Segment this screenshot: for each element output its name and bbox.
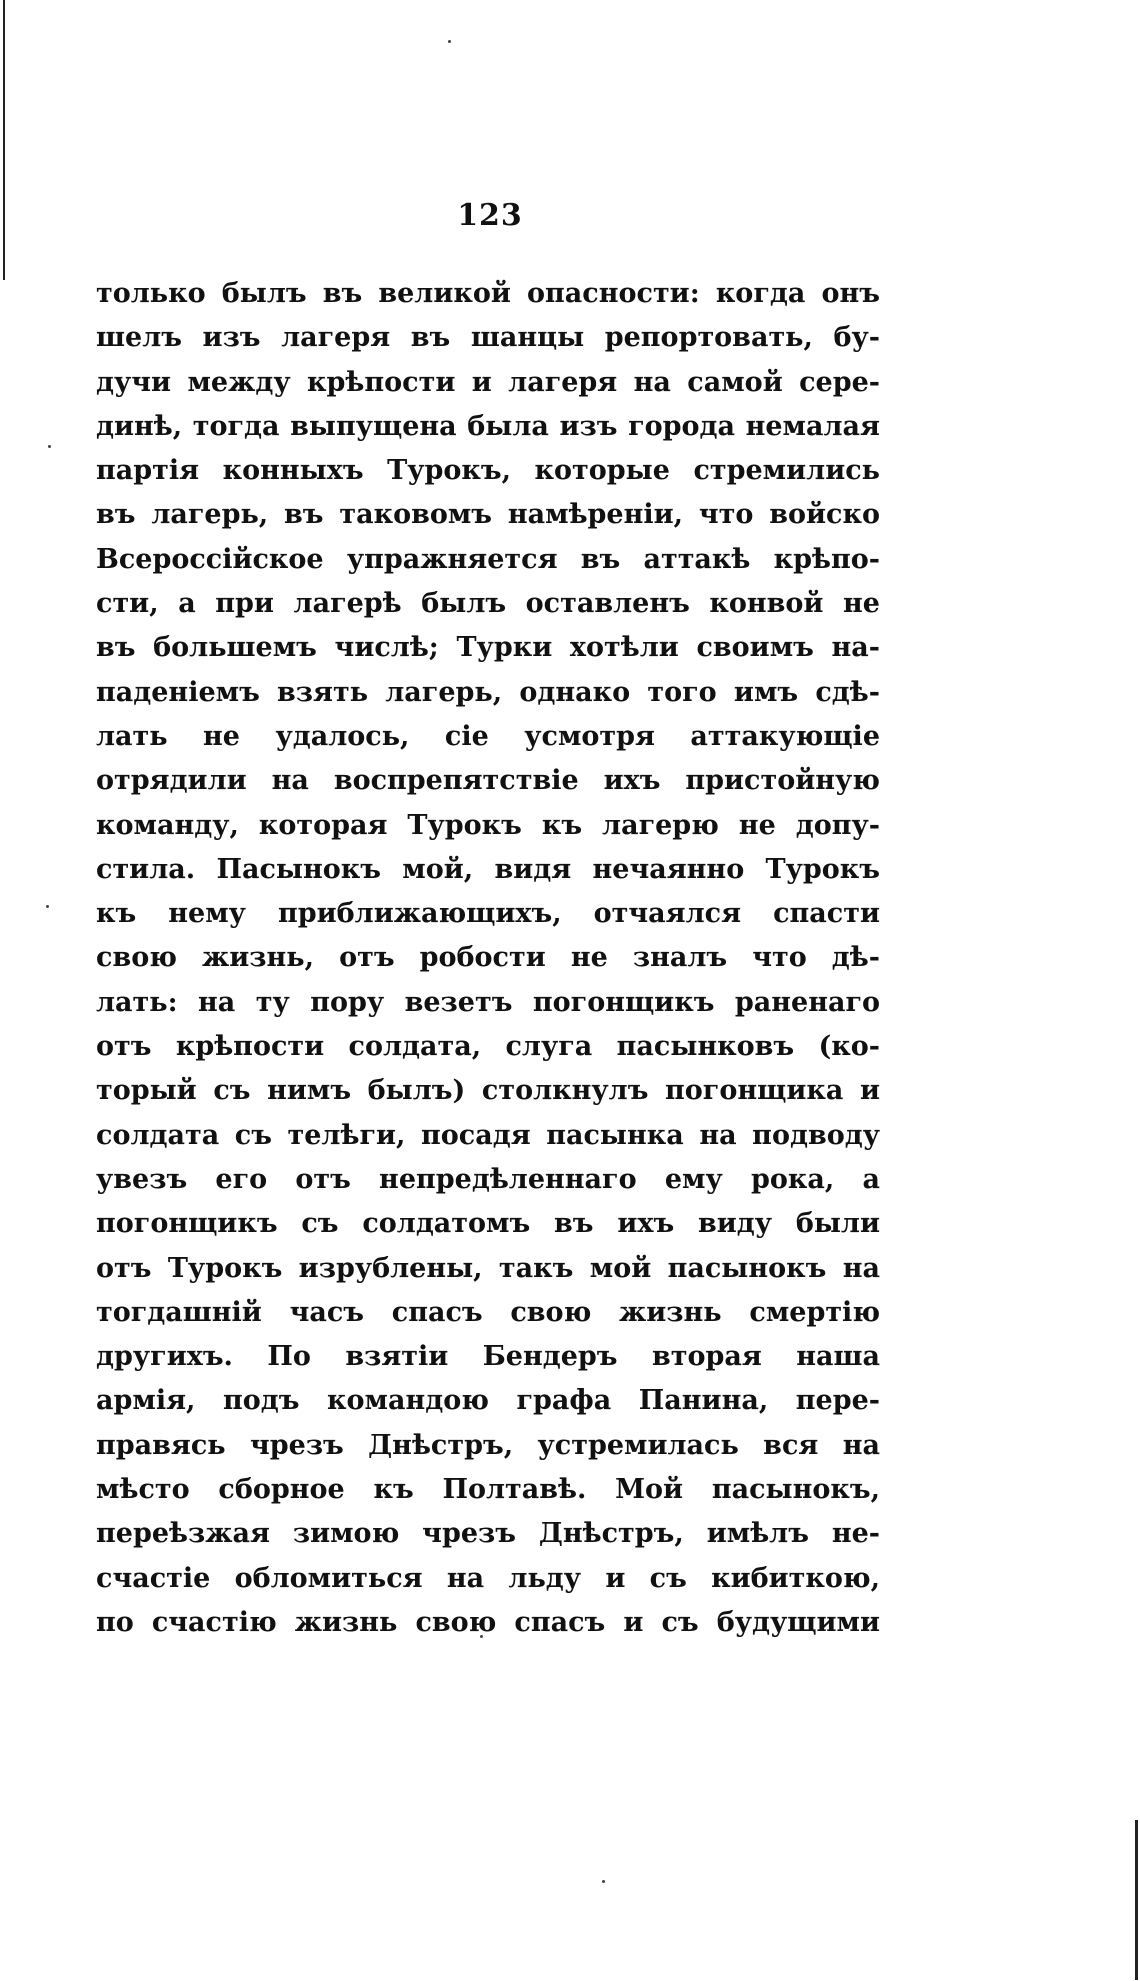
page-edge-line-right bbox=[1135, 1820, 1138, 1980]
text-line: другихъ. По взятіи Бендеръ вторая наша bbox=[96, 1341, 880, 1373]
text-line: партія конныхъ Турокъ, которые стремились bbox=[96, 455, 880, 487]
text-line: по счастію жизнь свою спасъ и съ будущими bbox=[96, 1606, 880, 1638]
body-text bbox=[96, 272, 880, 1645]
text-line: солдата съ телѣги, посадя пасынка на подводу bbox=[96, 1119, 880, 1151]
page-edge-line bbox=[3, 0, 5, 280]
text-line: отъ крѣпости солдата, слуга пасынковъ (ко- bbox=[96, 1031, 880, 1063]
text-line: торый съ нимъ былъ) столкнулъ погонщика и bbox=[96, 1075, 880, 1107]
text-line: дучи между крѣпости и лагеря на самой сере- bbox=[96, 366, 880, 398]
text-line: только былъ въ великой опасности: когда онъ bbox=[96, 278, 880, 309]
text-line: погонщикъ съ солдатомъ въ ихъ виду были bbox=[96, 1208, 880, 1240]
text-line: шелъ изъ лагеря въ шанцы репортовать, бу- bbox=[96, 322, 880, 354]
text-line: паденіемъ взять лагерь, однако того имъ сдѣ- bbox=[96, 676, 880, 708]
scan-speck bbox=[602, 1880, 605, 1883]
text-line: армія, подъ командою графа Панина, пере- bbox=[96, 1385, 880, 1417]
text-line: въ лагерь, въ таковомъ намѣреніи, что войско bbox=[96, 499, 880, 531]
text-line: въ большемъ числѣ; Турки хотѣли своимъ на- bbox=[96, 632, 880, 664]
text-line: тогдашній часъ спасъ свою жизнь смертію bbox=[96, 1296, 880, 1328]
text-line: стила. Пасынокъ мой, видя нечаянно Турокъ bbox=[96, 853, 880, 885]
scan-speck bbox=[48, 445, 51, 448]
text-line: лать: на ту пору везетъ погонщикъ раненаго bbox=[96, 986, 880, 1018]
text-line: правясь чрезъ Днѣстръ, устремилась вся на bbox=[96, 1429, 880, 1461]
scan-speck bbox=[448, 40, 451, 43]
text-line: лать не удалось, сіе усмотря аттакующіе bbox=[96, 720, 880, 752]
text-line: свою жизнь, отъ робости не зналъ что дѣ- bbox=[96, 942, 880, 974]
text-line: отъ Турокъ изрублены, такъ мой пасынокъ на bbox=[96, 1252, 880, 1284]
text-line: команду, которая Турокъ къ лагерю не допу- bbox=[96, 809, 880, 841]
text-line: увезъ его отъ непредѣленнаго ему рока, а bbox=[96, 1163, 880, 1195]
text-line: счастіе обломиться на льду и съ кибиткою, bbox=[96, 1562, 880, 1594]
scan-speck bbox=[46, 905, 49, 908]
text-line: динѣ, тогда выпущена была изъ города немалая bbox=[96, 410, 880, 442]
text-line: переѣзжая зимою чрезъ Днѣстръ, имѣлъ не- bbox=[96, 1518, 880, 1550]
page-number: 123 bbox=[457, 198, 523, 233]
text-line: сти, а при лагерѣ былъ оставленъ конвой не bbox=[96, 588, 880, 620]
text-line: мѣсто сборное къ Полтавѣ. Мой пасынокъ, bbox=[96, 1474, 880, 1506]
text-line: къ нему приближающихъ, отчаялся спасти bbox=[96, 898, 880, 930]
text-line: отрядили на воспрепятствіе ихъ пристойную bbox=[96, 765, 880, 797]
text-line: Всероссійское упражняется въ аттакѣ крѣпо- bbox=[96, 543, 880, 575]
